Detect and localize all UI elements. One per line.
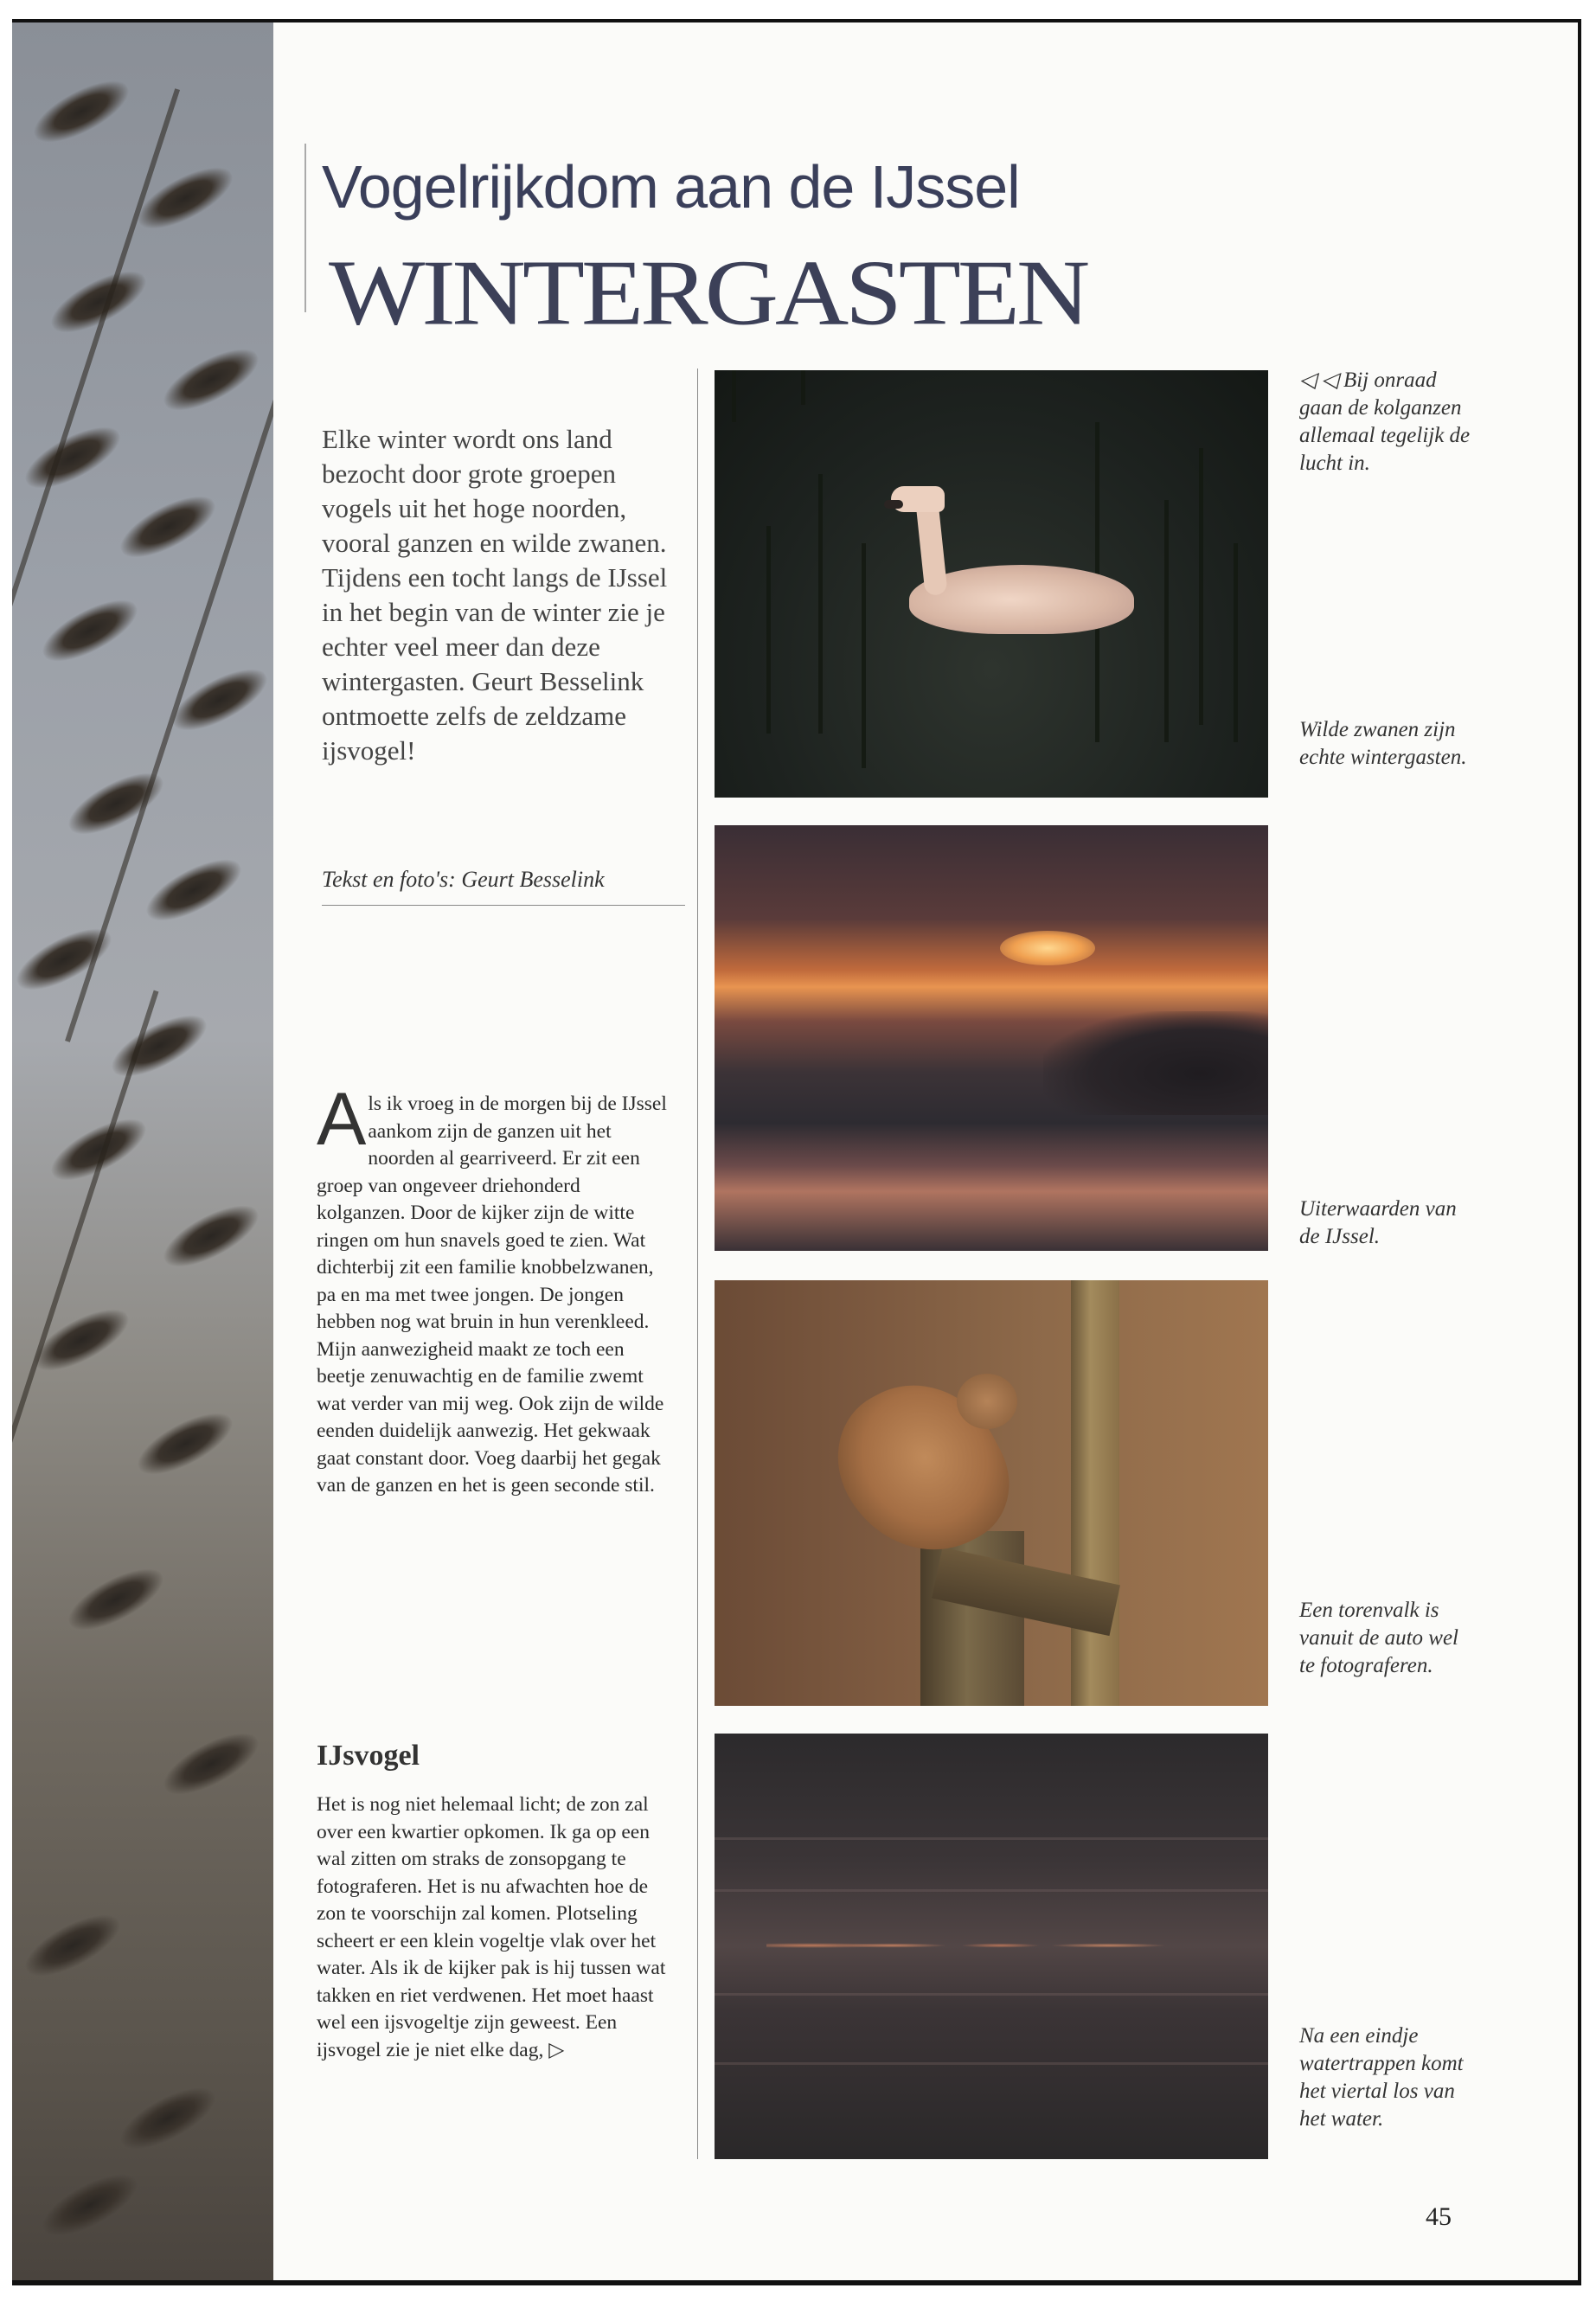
body-text-1	[317, 1078, 671, 1500]
title-rule	[304, 144, 306, 312]
caption-kestrel: Een torenvalk is vanuit de auto wel te fotograferen.	[1299, 1599, 1458, 1677]
column-rule	[697, 369, 698, 2159]
article-intro: Elke winter wordt ons land bezocht door grote groepen vogels uit het hoge noorden, vooral ganzen en wilde zwanen. Tijdens een tocht langs de IJssel in het begin van de winter zie je echter veel meer dan deze wintergasten. Geurt Besselink ontmoette zelfs de zeldzame ijsvogel!	[322, 424, 668, 766]
swan-photo	[715, 370, 1268, 798]
body-paragraph-1: ls ik vroeg in de morgen bij de IJssel aankom zijn de ganzen uit het noorden al gearriveerd. Er zit een groep van ongeveer driehonderd kolganzen. Door de kijker zijn de witte ringen om hun snavels goed te zien. Wat dichterbij zit een familie knobbelzwanen, pa en ma met twee jongen. De jongen hebben nog wat bruin in hun verenkleed.	[317, 1093, 667, 1333]
caption-sunset: Uiterwaarden van de IJssel.	[1299, 1197, 1457, 1248]
kestrel-photo	[715, 1280, 1268, 1706]
caption-geese: ◁ ◁ Bij onraad gaan de kolganzen allemaal tegelijk de lucht in.	[1299, 369, 1471, 475]
caption-swan: Wilde zwanen zijn echte wintergasten.	[1299, 718, 1467, 769]
section-heading: IJsvogel	[317, 1740, 420, 1772]
sunset-photo	[715, 825, 1268, 1251]
ducks-water-photo	[715, 1734, 1268, 2159]
drop-cap: A	[317, 1078, 367, 1161]
geese-flight-photo	[12, 22, 273, 2280]
article-headline: WINTERGASTEN	[329, 240, 1087, 345]
article-byline: Tekst en foto's: Geurt Besselink	[322, 867, 685, 906]
magazine-page	[12, 19, 1581, 2285]
body-paragraph-3: Het is nog niet helemaal licht; de zon zal over een kwartier opkomen. Ik ga op een wal zitten om straks de zonsopgang te fotograferen. Het is nu afwachten hoe de zon te voorschijn zal komen. Plotseling scheert er een klein vogeltje vlak over het water. Als ik de kijker pak is hij tussen wat takken en riet verdwenen. Het moet haast wel een ijsvogeltje zijn geweest. Een ijsvogel zie je niet elke dag, ▷	[317, 1793, 666, 2061]
caption-ducks: Na een eindje watertrappen komt het viertal los van het water.	[1299, 2024, 1464, 2131]
page-number: 45	[1426, 2202, 1452, 2231]
article-subtitle: Vogelrijkdom aan de IJssel	[322, 153, 1020, 221]
body-paragraph-2: Mijn aanwezigheid maakt ze toch een beetje zenuwachtig en de familie zwemt wat verder van mij weg. Ook zijn de wilde eenden duidelijk aanwezig. Het gekwaak gaat constant door. Voeg daarbij het gegak van de ganzen en het is geen seconde stil.	[317, 1337, 664, 1497]
